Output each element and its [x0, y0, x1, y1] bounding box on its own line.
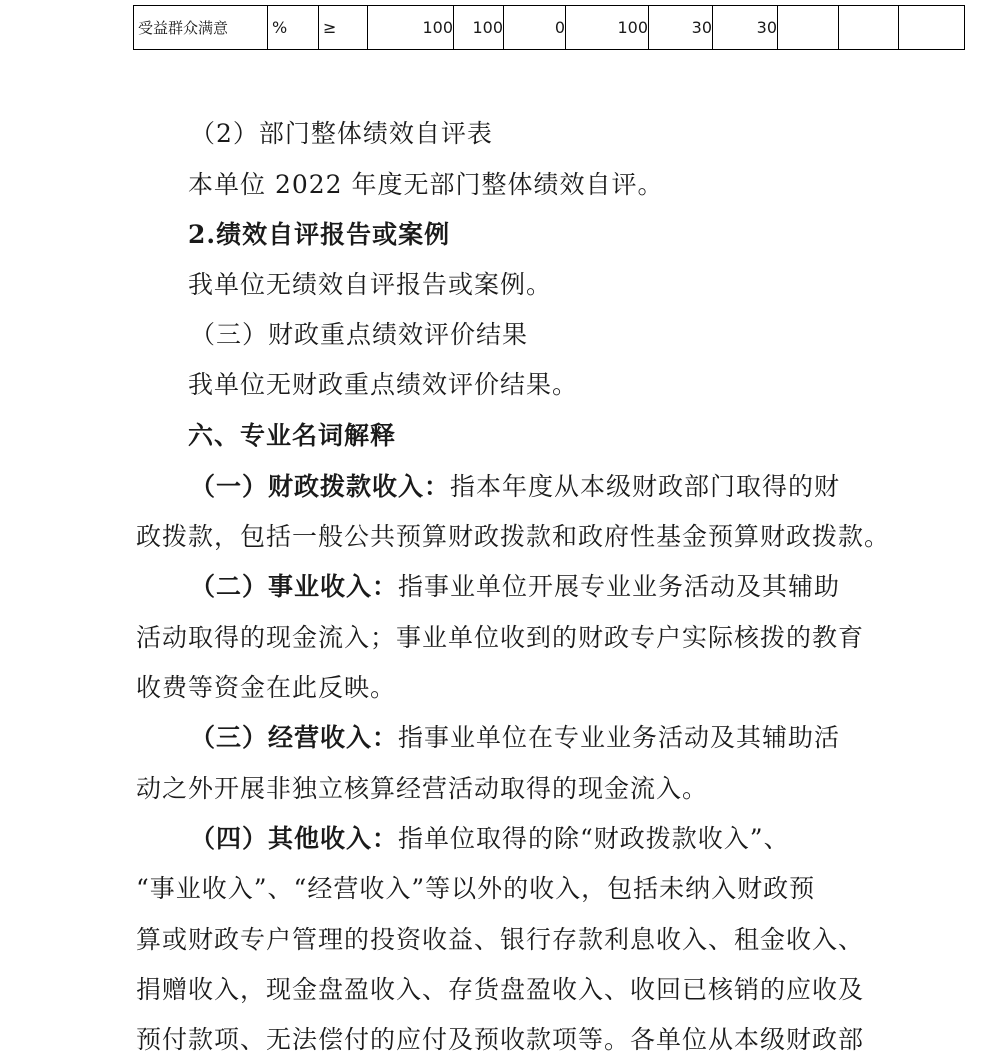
glossary-item-2-line: 收费等资金在此反映。	[136, 673, 397, 702]
report-text: 我单位无绩效自评报告或案例。	[188, 270, 553, 299]
value-cell: 30	[713, 6, 778, 50]
glossary-item-1-line	[190, 470, 840, 504]
glossary-definition: 指事业单位在专业业务活动及其辅助活	[398, 723, 841, 752]
key-eval-text: 我单位无财政重点绩效评价结果。	[188, 370, 579, 399]
report-heading: 2.绩效自评报告或案例	[188, 220, 451, 249]
glossary-item-4-line: 预付款项、无法偿付的应付及预收款项等。各单位从本级财政部	[136, 1025, 865, 1054]
glossary-item-4-line: “事业收入”、“经营收入”等以外的收入，包括未纳入财政预	[136, 874, 816, 903]
blank-cell	[778, 6, 839, 50]
glossary-item-1-line: 政拨款，包括一般公共预算财政拨款和政府性基金预算财政拨款。	[136, 522, 891, 551]
glossary-item-4-line: 捐赠收入，现金盘盈收入、存货盘盈收入、收回已核销的应收及	[136, 975, 865, 1004]
glossary-item-4-line	[190, 822, 790, 856]
unit-cell: %	[268, 6, 319, 50]
performance-indicator-table	[133, 5, 965, 50]
value-cell: 0	[504, 6, 566, 50]
glossary-term: （三）经营收入：	[190, 723, 399, 752]
blank-cell	[899, 6, 965, 50]
value-cell: 100	[368, 6, 454, 50]
glossary-item-2-line: 活动取得的现金流入；事业单位收到的财政专户实际核拨的教育	[136, 623, 865, 652]
value-cell: 100	[454, 6, 504, 50]
glossary-item-4-line: 算或财政专户管理的投资收益、银行存款利息收入、租金收入、	[136, 925, 865, 954]
glossary-item-3-line	[190, 721, 840, 755]
glossary-item-2-line	[190, 570, 840, 604]
glossary-item-3-line: 动之外开展非独立核算经营活动取得的现金流入。	[136, 774, 709, 803]
value-cell: 100	[566, 6, 649, 50]
glossary-definition: 指本年度从本级财政部门取得的财	[450, 472, 841, 501]
key-eval-heading: （三）财政重点绩效评价结果	[190, 320, 529, 349]
glossary-term: （一）财政拨款收入：	[190, 472, 451, 501]
dept-eval-text: 本单位 2022 年度无部门整体绩效自评。	[188, 170, 664, 199]
value-cell: 30	[649, 6, 713, 50]
blank-cell	[839, 6, 899, 50]
glossary-definition: 指单位取得的除“财政拨款收入”、	[398, 824, 790, 853]
indicator-name-cell: 受益群众满意	[134, 6, 268, 50]
operator-cell: ≥	[319, 6, 368, 50]
glossary-term: （四）其他收入：	[190, 824, 399, 853]
table-row	[134, 6, 965, 50]
glossary-heading: 六、专业名词解释	[188, 421, 397, 450]
glossary-definition: 指事业单位开展专业业务活动及其辅助	[398, 572, 841, 601]
dept-eval-heading: （2）部门整体绩效自评表	[190, 119, 493, 148]
glossary-term: （二）事业收入：	[190, 572, 399, 601]
